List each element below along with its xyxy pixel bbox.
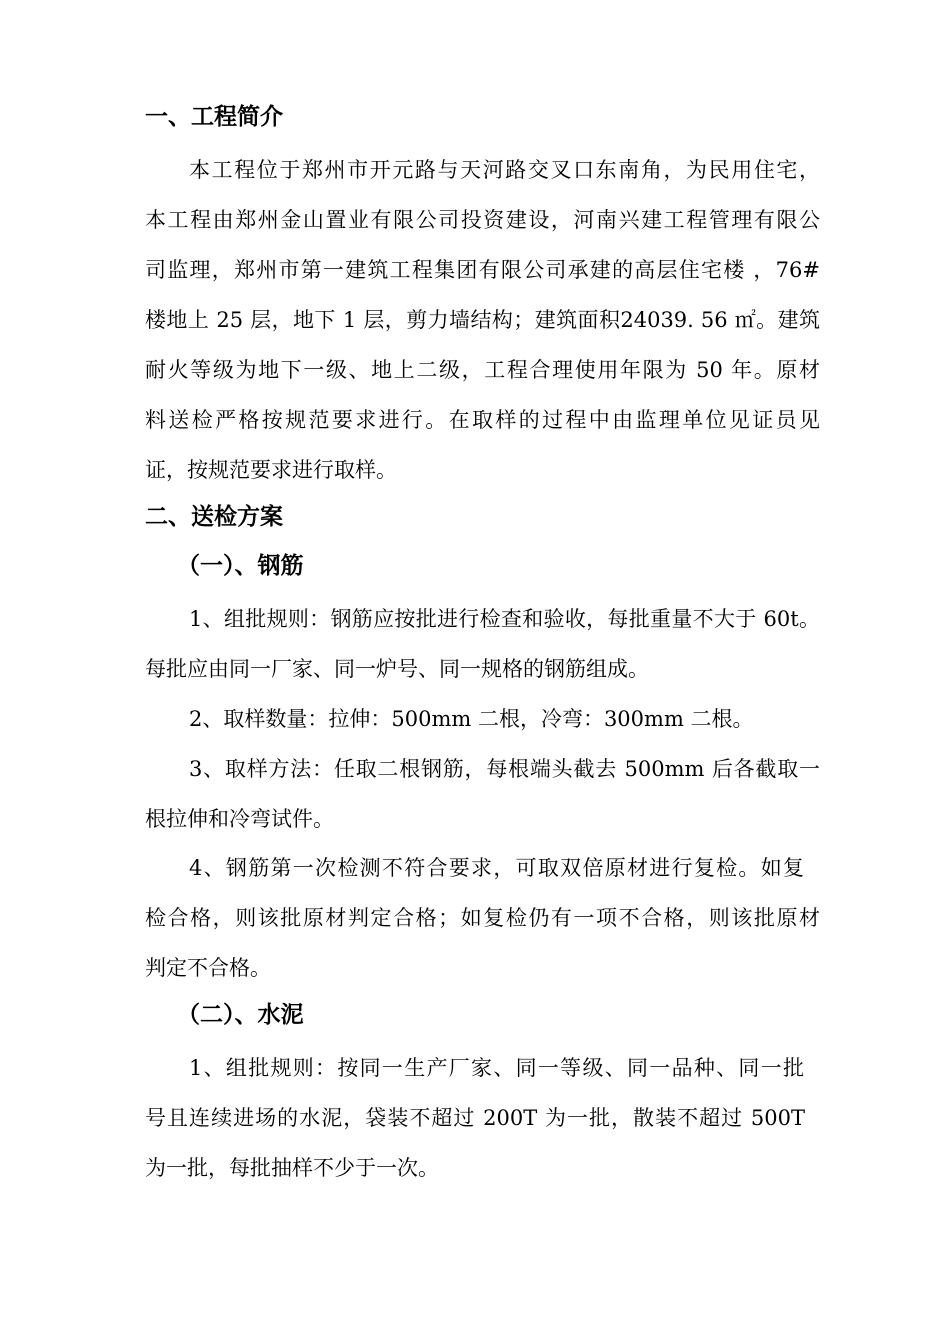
paragraph-line: 检合格，则该批原材判定合格；如复检仍有一项不合格，则该批原材 (145, 906, 820, 930)
paragraph-line: 耐火等级为地下一级、地上二级，工程合理使用年限为 50 年。原材 (145, 358, 820, 382)
paragraph-line: 判定不合格。 (145, 956, 271, 980)
section-title-inspection-plan: 二、送检方案 (145, 503, 283, 530)
paragraph-line: 证，按规范要求进行取样。 (145, 458, 397, 482)
paragraph-line: 1、组批规则：钢筋应按批进行检查和验收，每批重量不大于 60t。 (189, 607, 820, 631)
paragraph-line: 1、组批规则：按同一生产厂家、同一等级、同一品种、同一批 (189, 1056, 804, 1080)
paragraph-line: 根拉伸和冷弯试件。 (145, 807, 334, 831)
paragraph-line: 每批应由同一厂家、同一炉号、同一规格的钢筋组成。 (145, 657, 649, 681)
paragraph-line: 为一批，每批抽样不少于一次。 (145, 1156, 439, 1180)
section-title-project-overview: 一、工程简介 (145, 103, 283, 130)
subsection-title-rebar: （一）、钢筋 (177, 552, 304, 579)
paragraph-line: 3、取样方法：任取二根钢筋，每根端头截去 500mm 后各截取一 (189, 757, 820, 781)
paragraph-line: 号且连续进场的水泥，袋装不超过 200T 为一批，散装不超过 500T (145, 1106, 805, 1130)
subsection-title-cement: （二）、水泥 (177, 1001, 304, 1028)
paragraph-line: 2、取样数量：拉伸：500mm 二根，冷弯：300mm 二根。 (189, 707, 754, 731)
paragraph-line: 本工程位于郑州市开元路与天河路交叉口东南角，为民用住宅， (189, 158, 820, 182)
paragraph-line: 本工程由郑州金山置业有限公司投资建设，河南兴建工程管理有限公 (145, 208, 820, 232)
paragraph-line: 楼地上 25 层，地下 1 层，剪力墙结构；建筑面积24039. 56 ㎡。建筑 (145, 308, 820, 332)
paragraph-line: 司监理，郑州市第一建筑工程集团有限公司承建的高层住宅楼 ，76# (145, 258, 820, 282)
paragraph-line: 4、钢筋第一次检测不符合要求，可取双倍原材进行复检。如复 (189, 856, 804, 880)
paragraph-line: 料送检严格按规范要求进行。在取样的过程中由监理单位见证员见 (145, 408, 820, 432)
